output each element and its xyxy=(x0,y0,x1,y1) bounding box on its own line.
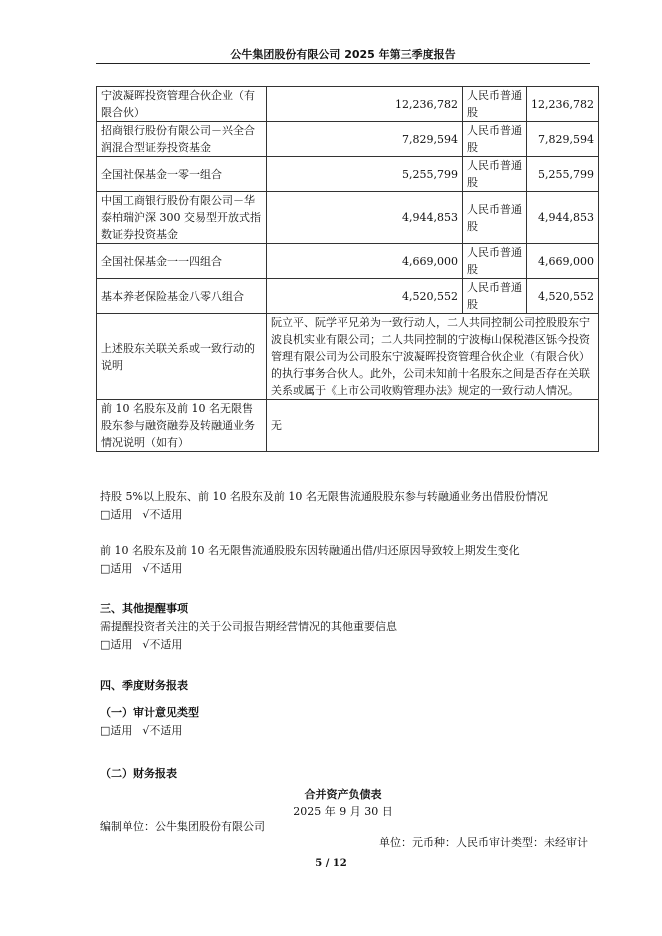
change-options xyxy=(100,560,192,578)
share-class: 人民币普通股 xyxy=(463,87,527,122)
share-class: 人民币普通股 xyxy=(463,192,527,244)
holder-name: 全国社保基金一一四组合 xyxy=(97,244,267,279)
holder-shares: 12,236,782 xyxy=(267,87,463,122)
share-class: 人民币普通股 xyxy=(463,279,527,314)
section-3-title: 三、其他提醒事项 xyxy=(100,602,188,615)
units-line: 单位：元币种：人民币审计类型：未经审计 xyxy=(379,836,588,849)
section-3-text: 需提醒投资者关注的关于公司报告期经营情况的其他重要信息 xyxy=(100,620,397,633)
page-number: 5 / 12 xyxy=(315,858,347,869)
section-3-options xyxy=(100,636,192,654)
table-row xyxy=(97,244,599,279)
holder-name: 招商银行股份有限公司－兴全合润混合型证券投资基金 xyxy=(97,122,267,157)
table-row xyxy=(97,122,599,157)
holder-shares: 4,669,000 xyxy=(267,244,463,279)
balance-sheet-title: 合并资产负债表 xyxy=(304,788,382,801)
holder-shares: 5,255,799 xyxy=(267,157,463,192)
relations-text: 阮立平、阮学平兄弟为一致行动人，二人共同控制公司控股股东宁波良机实业有限公司；二人共同控制的宁波梅山保税港区铄今投资管理有限公司为公司股东宁波凝晖投资管理合伙企业（有限合伙）的执行事务合伙人。此外，公司未知前十名股东之间是否存在关联关系或属于《上市公司收购管理办法》规定的一致行动人情况。 xyxy=(267,314,599,400)
table-row xyxy=(97,279,599,314)
share-qty: 4,944,853 xyxy=(527,192,599,244)
applicable-option: □适用 xyxy=(100,638,133,651)
applicable-option: □适用 xyxy=(100,508,133,521)
shareholders-table xyxy=(96,86,599,452)
margin-text: 无 xyxy=(267,400,599,452)
header-rule xyxy=(96,63,590,64)
share-qty: 4,669,000 xyxy=(527,244,599,279)
holder-shares: 7,829,594 xyxy=(267,122,463,157)
not-applicable-option: √不适用 xyxy=(142,638,183,651)
statement-date: 2025 年 9 月 30 日 xyxy=(293,805,393,818)
table-row xyxy=(97,157,599,192)
financial-statements-title: （二）财务报表 xyxy=(100,767,177,780)
lending-text: 持股 5%以上股东、前 10 名股东及前 10 名无限售流通股股东参与转融通业务出借股份情况 xyxy=(100,490,548,503)
audit-options xyxy=(100,722,192,740)
not-applicable-option: √不适用 xyxy=(142,562,183,575)
share-qty: 7,829,594 xyxy=(527,122,599,157)
table-row xyxy=(97,192,599,244)
holder-name: 宁波凝晖投资管理合伙企业（有限合伙） xyxy=(97,87,267,122)
audit-opinion-title: （一）审计意见类型 xyxy=(100,706,199,719)
applicable-option: □适用 xyxy=(100,562,133,575)
not-applicable-option: √不适用 xyxy=(142,724,183,737)
section-4-title: 四、季度财务报表 xyxy=(100,679,188,692)
table-row xyxy=(97,87,599,122)
share-class: 人民币普通股 xyxy=(463,122,527,157)
table-row xyxy=(97,314,599,400)
not-applicable-option: √不适用 xyxy=(142,508,183,521)
report-header: 公牛集团股份有限公司 2025 年第三季度报告 xyxy=(230,48,456,61)
holder-shares: 4,520,552 xyxy=(267,279,463,314)
relations-label: 上述股东关联关系或一致行动的说明 xyxy=(97,314,267,400)
holder-name: 基本养老保险基金八零八组合 xyxy=(97,279,267,314)
share-qty: 5,255,799 xyxy=(527,157,599,192)
margin-label: 前 10 名股东及前 10 名无限售股东参与融资融券及转融通业务情况说明（如有） xyxy=(97,400,267,452)
lending-options xyxy=(100,506,192,524)
share-qty: 4,520,552 xyxy=(527,279,599,314)
share-qty: 12,236,782 xyxy=(527,87,599,122)
holder-name: 全国社保基金一零一组合 xyxy=(97,157,267,192)
holder-name: 中国工商银行股份有限公司－华泰柏瑞沪深 300 交易型开放式指数证券投资基金 xyxy=(97,192,267,244)
holder-shares: 4,944,853 xyxy=(267,192,463,244)
preparer: 编制单位：公牛集团股份有限公司 xyxy=(100,820,265,833)
share-class: 人民币普通股 xyxy=(463,244,527,279)
share-class: 人民币普通股 xyxy=(463,157,527,192)
change-text: 前 10 名股东及前 10 名无限售流通股股东因转融通出借/归还原因导致较上期发生变化 xyxy=(100,544,520,557)
table-row xyxy=(97,400,599,452)
applicable-option: □适用 xyxy=(100,724,133,737)
